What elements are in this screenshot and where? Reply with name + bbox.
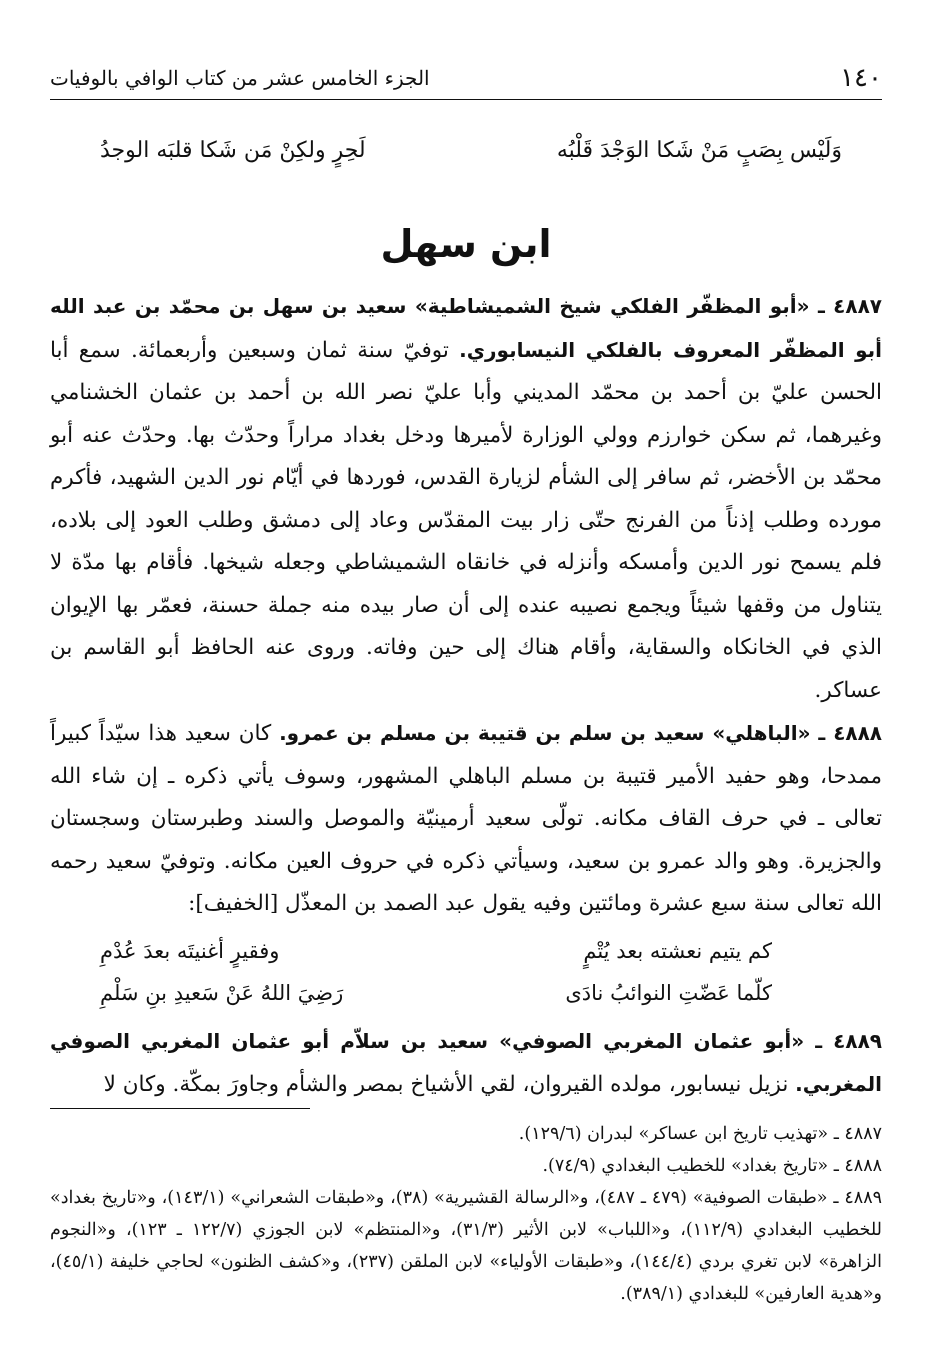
entry-text: كان سعيد هذا سيّداً كبيراً ممدحا، وهو حفيد الأمير قتيبة بن مسلم الباهلي المشهور، وسوف يأتي ذكره ـ إن شاء الله تعالى ـ في حرف القاف مكانه. تولّى سعيد أرمينيّة والموصل والسند وطبرستان وسجستان والجزيرة. وهو والد عمرو بن سعيد، وسيأتي ذكره في حروف العين مكانه. وتوفيّ سعيد رحمه الله تعالى سنة سبع عشرة ومائتين وفيه يقول عبد الصمد بن المعذّل [الخفيف]: bbox=[50, 721, 882, 916]
entry-text: توفيّ سنة ثمان وسبعين وأربعمائة. سمع أبا الحسن عليّ بن أحمد بن محمّد المديني وأبا عليّ نصر الله بن أحمد بن عثمان الخشنامي وغيرهما، ثم سكن خوارزم وولي الوزارة لأميرها ودخل بغداد مراراً وحدّث بها. وحدّث عنه أبو محمّد بن الأخضر، ثم سافر إلى الشأم لزيارة القدس، فوردها في أيّام نور الدين الشهيد، فأكرم مورده وطلب إذناً من الفرنج حتّى زار بيت المقدّس وعاد إلى دمشق وطلب العود إلى بلاده، فلم يسمح نور الدين وأمسكه وأنزله في خانقاه الشميشاطي وجعله شيخها. فأقام بها مدّة لا يتناول من وقفها شيئاً ويجمع نصيبه عنده إلى أن صار بيده منه جملة حسنة، فعمّر بها الإيوان الذي في الخانكاه والسقاية، وأقام هناك إلى حين وفاته. وروى عنه الحافظ أبو القاسم بن عساكر. bbox=[50, 337, 882, 703]
footnote-4887: ٤٨٨٧ ـ «تهذيب تاريخ ابن عساكر» لبدران (١٢٩/٦). bbox=[518, 1124, 882, 1144]
section-title: ابن سهل bbox=[380, 222, 552, 266]
verse-hemistich-right: كلّما عَضّتِ النوائبُ نادَى bbox=[565, 980, 772, 1005]
footnote-rule bbox=[50, 1108, 310, 1109]
main-text bbox=[50, 285, 882, 1107]
running-title: الجزء الخامس عشر من كتاب الوافي بالوفيات bbox=[50, 66, 430, 90]
poem-line bbox=[80, 972, 792, 1014]
poem-block bbox=[50, 926, 882, 1020]
header-rule bbox=[50, 99, 882, 100]
footnote-4889: ٤٨٨٩ ـ «طبقات الصوفية» (٤٧٩ ـ ٤٨٧)، و«الرسالة القشيرية» (٣٨)، و«طبقات الشعراني» (١٤٣/١)، و«تاريخ بغداد» للخطيب البغدادي (١١٢/٩)، و«اللباب» لابن الأثير (٣١/٣)، و«المنتظم» لابن الجوزي (١٢٢/٧ ـ ١٢٣)، و«النجوم الزاهرة» لابن تغري بردي (١٤٤/٤)، و«طبقات الأولياء» لابن الملقن (٢٣٧)، و«كشف الظنون» لحاجي خليفة (٤٥/١)، و«هدية العارفين» للبغدادي (٣٨٩/١). bbox=[50, 1188, 882, 1304]
footnote-4888: ٤٨٨٨ ـ «تاريخ بغداد» للخطيب البغدادي (٧٤/٩). bbox=[542, 1156, 882, 1176]
entry-text: نزيل نيسابور، مولده القيروان، لقي الأشياخ بمصر والشأم وجاورَ بمكّة. وكان لا bbox=[103, 1072, 796, 1097]
entry-heading: ٤٨٨٩ ـ «أبو عثمان المغربي الصوفي» سعيد بن سلاّم أبو عثمان المغربي الصوفي المغربي. bbox=[50, 1028, 882, 1096]
verse-hemistich-right: وَلَيْس بِصَبٍ مَنْ شَكا الوَجْدَ قَلْبُه bbox=[556, 138, 842, 163]
opening-verse bbox=[50, 128, 882, 174]
page-number: ١٤٠ bbox=[840, 63, 882, 93]
entry-4887 bbox=[50, 285, 882, 712]
book-page bbox=[50, 0, 882, 1368]
verse-hemistich-right: كم يتيم نعشته بعد يُتْمٍ bbox=[583, 938, 772, 963]
verse-hemistich-left: رَضِيَ اللهُ عَنْ سَعيدِ بنِ سَلْمِ bbox=[100, 980, 344, 1005]
entry-4888 bbox=[50, 712, 882, 926]
entry-heading: ٤٨٨٨ ـ «الباهلي» سعيد بن سلم بن قتيبة بن مسلم بن عمرو. bbox=[279, 721, 883, 745]
verse-hemistich-left: لَحِرٍ ولكِنْ مَن شَكا قلبَه الوجدُ bbox=[100, 138, 366, 163]
verse-hemistich-left: وفقيرٍ أغنيتَه بعدَ عُدْمِ bbox=[100, 938, 280, 963]
running-header bbox=[50, 58, 882, 98]
entry-4889 bbox=[50, 1020, 882, 1107]
poem-line bbox=[80, 930, 792, 972]
entry-heading: ٤٨٨٧ ـ «أبو المظفّر الفلكي شيخ الشميشاطية» سعيد بن سهل بن محمّد بن عبد الله أبو المظفّر المعروف بالفلكي النيسابوري. bbox=[50, 294, 882, 362]
footnotes bbox=[50, 1118, 882, 1310]
